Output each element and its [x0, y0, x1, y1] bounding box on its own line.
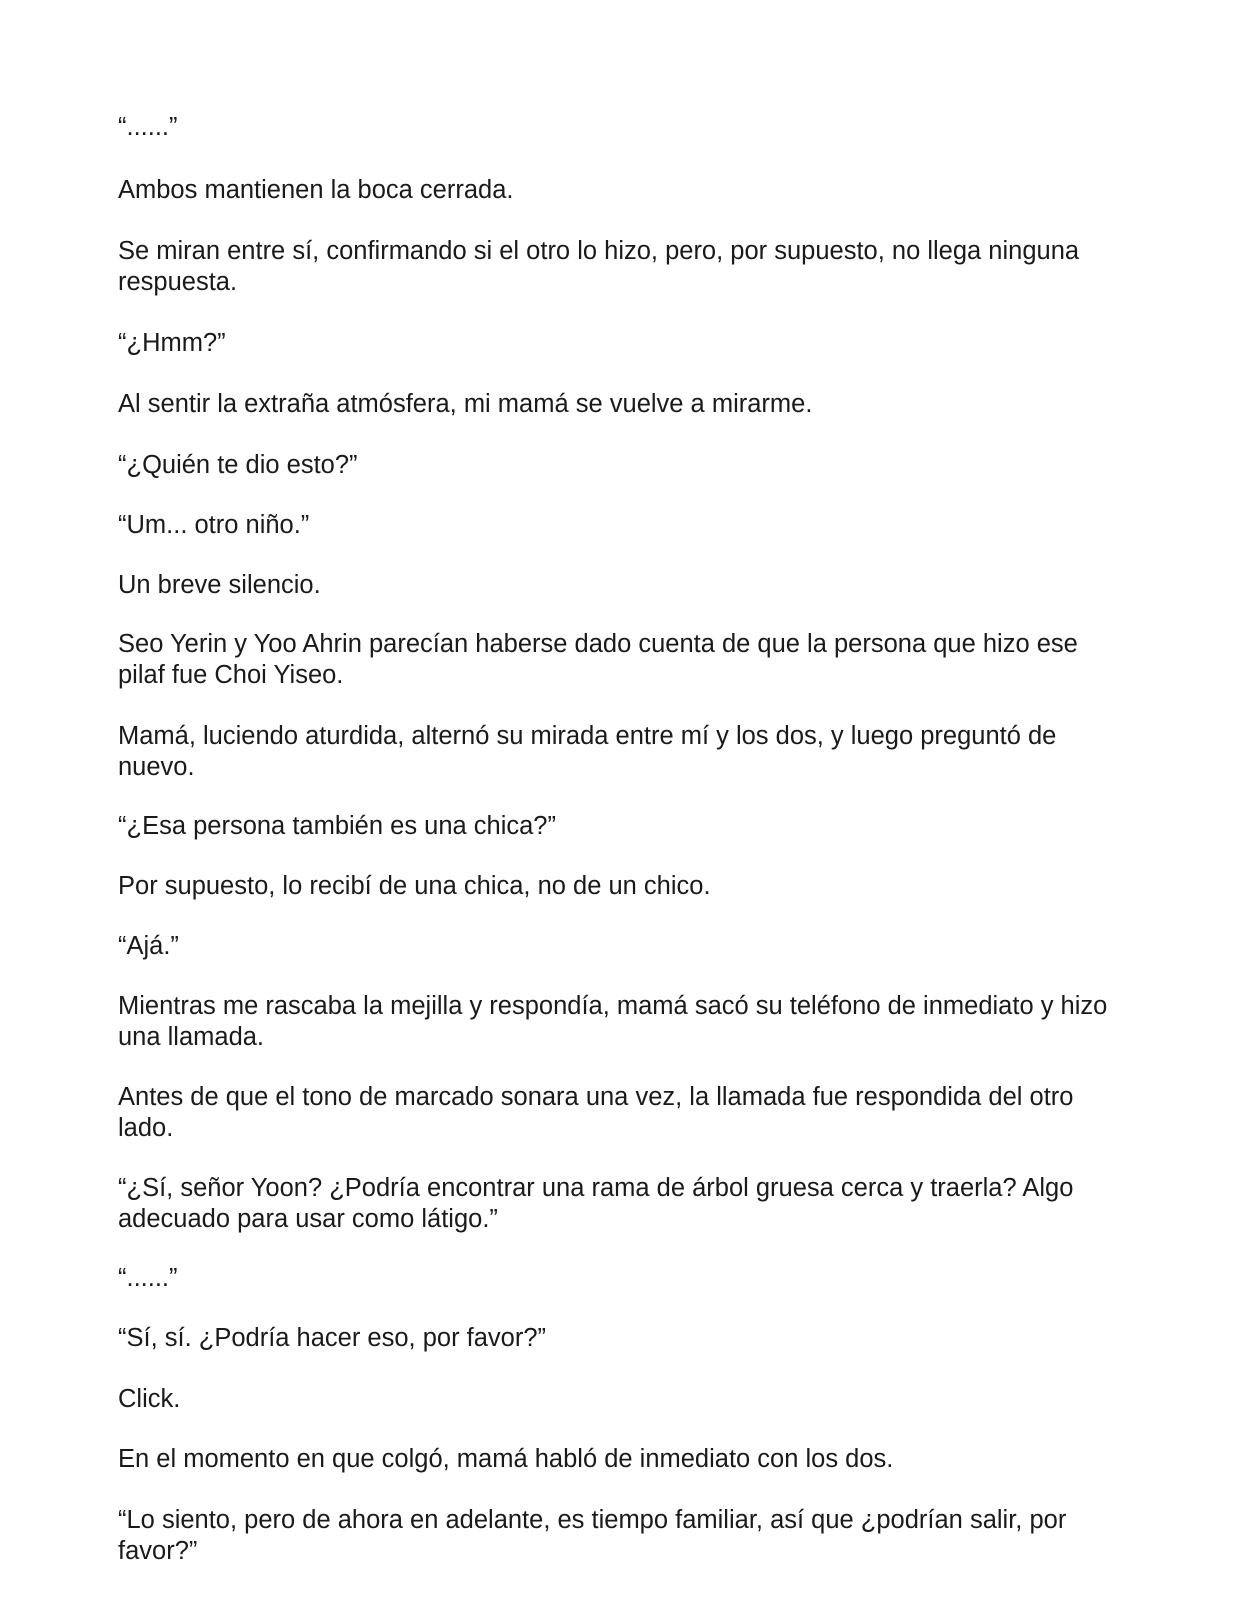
- paragraph: En el momento en que colgó, mamá habló de inmediato con los dos.: [118, 1445, 894, 1473]
- paragraph: “¿Esa persona también es una chica?”: [118, 812, 556, 840]
- paragraph: “¿Hmm?”: [118, 329, 226, 357]
- paragraph: “......”: [118, 113, 178, 141]
- paragraph: Al sentir la extraña atmósfera, mi mamá se vuelve a mirarme.: [118, 390, 813, 418]
- paragraph: “Ajá.”: [118, 932, 179, 960]
- paragraph: Ambos mantienen la boca cerrada.: [118, 176, 514, 204]
- paragraph: “¿Sí, señor Yoon? ¿Podría encontrar una rama de árbol gruesa cerca y traerla? Algo adecuado para usar como látigo.”: [118, 1174, 1074, 1233]
- paragraph: Click.: [118, 1385, 181, 1413]
- paragraph: Mientras me rascaba la mejilla y respondía, mamá sacó su teléfono de inmediato y hizo una llamada.: [118, 992, 1108, 1051]
- paragraph: Se miran entre sí, confirmando si el otro lo hizo, pero, por supuesto, no llega ninguna respuesta.: [118, 237, 1080, 296]
- paragraph: Un breve silencio.: [118, 571, 321, 599]
- paragraph: “¿Quién te dio esto?”: [118, 451, 358, 479]
- paragraph: “Lo siento, pero de ahora en adelante, es tiempo familiar, así que ¿podrían salir, por favor?”: [118, 1506, 1067, 1565]
- paragraph: Antes de que el tono de marcado sonara una vez, la llamada fue respondida del otro lado.: [118, 1083, 1074, 1142]
- paragraph: “Um... otro niño.”: [118, 511, 310, 539]
- paragraph: Por supuesto, lo recibí de una chica, no de un chico.: [118, 872, 711, 900]
- paragraph: Mamá, luciendo aturdida, alternó su mirada entre mí y los dos, y luego preguntó de nuevo.: [118, 722, 1057, 781]
- paragraph: “......”: [118, 1264, 178, 1292]
- paragraph: Seo Yerin y Yoo Ahrin parecían haberse dado cuenta de que la persona que hizo ese pilaf fue Choi Yiseo.: [118, 630, 1078, 689]
- paragraph: “Sí, sí. ¿Podría hacer eso, por favor?”: [118, 1324, 547, 1352]
